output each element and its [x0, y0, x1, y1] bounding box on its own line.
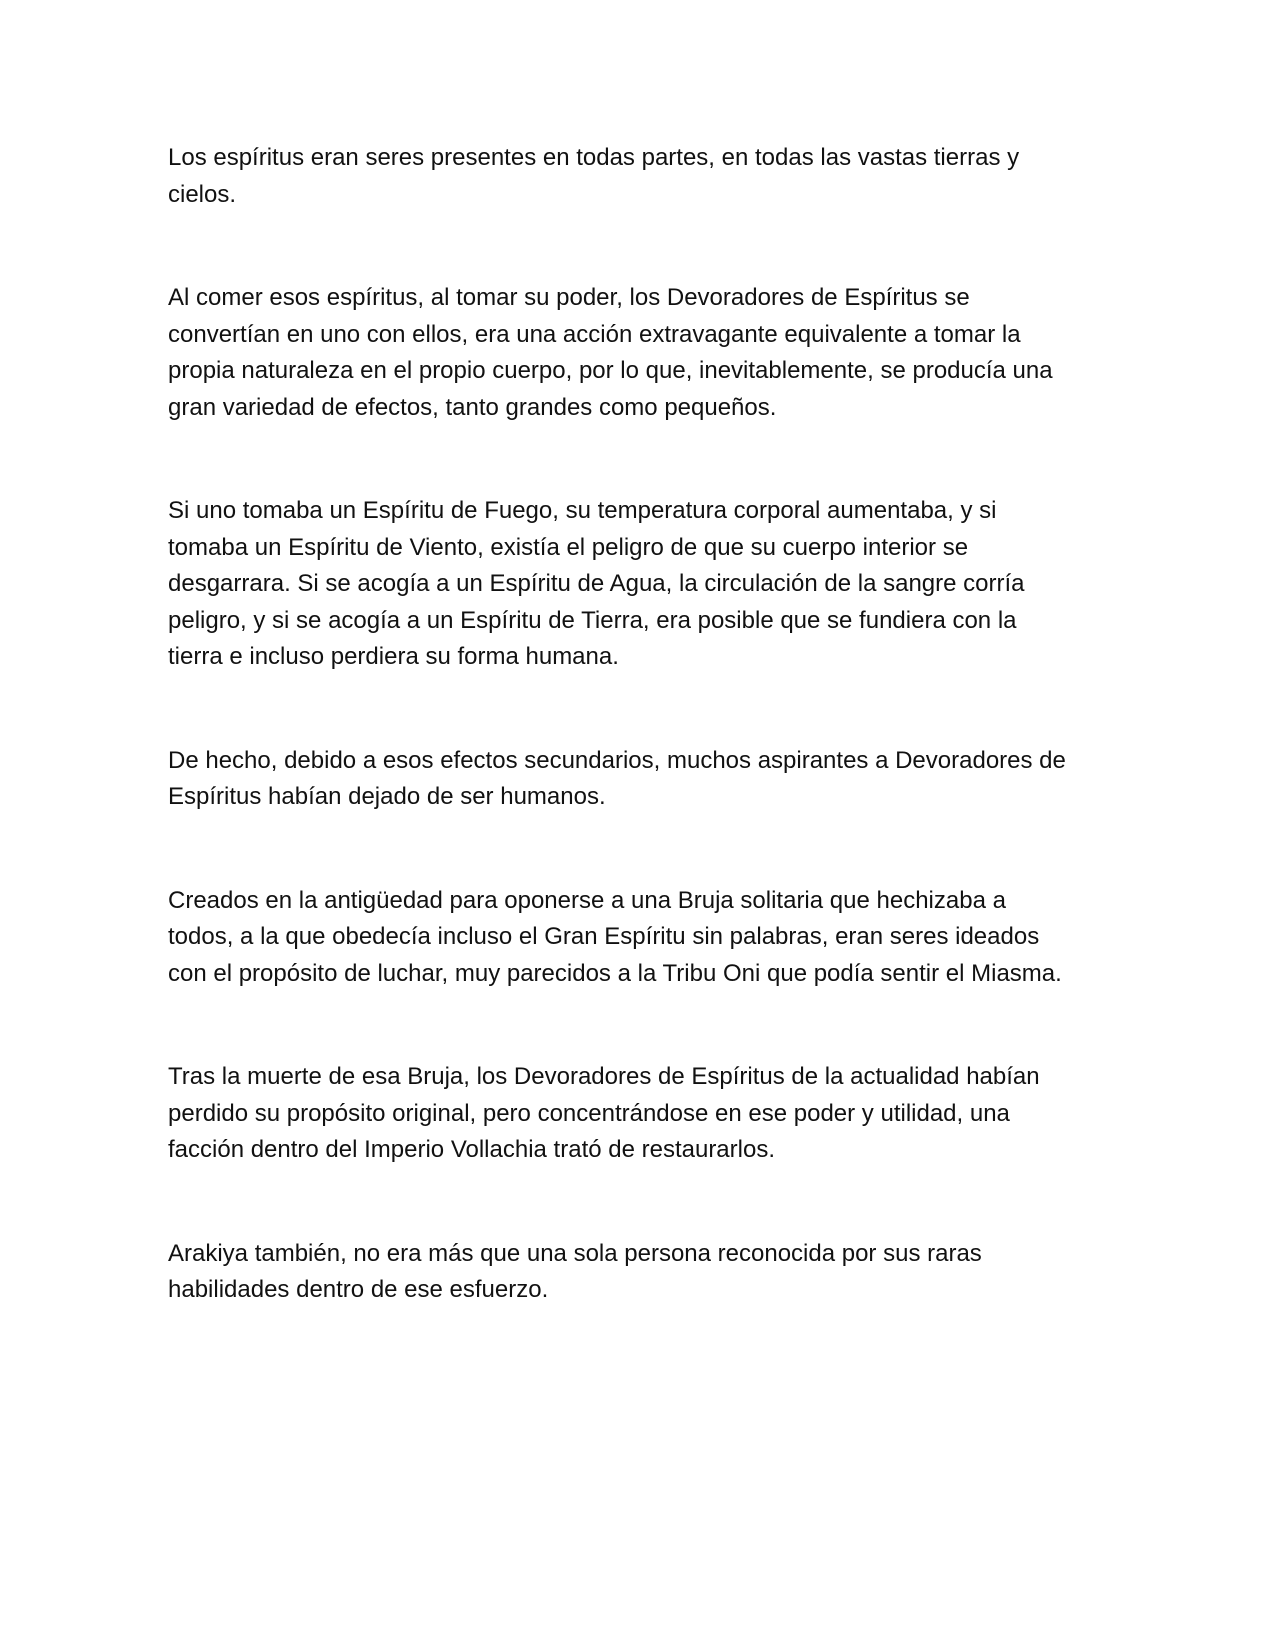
paragraph-4: De hecho, debido a esos efectos secundarios, muchos aspirantes a Devoradores de Espíritus habían dejado de ser humanos.: [168, 746, 1066, 810]
paragraph-2: Al comer esos espíritus, al tomar su poder, los Devoradores de Espíritus se convertían en uno con ellos, era una acción extravagante equivalente a tomar la propia naturaleza en el propio cuerpo, por lo que, inevitablemente, se producía una gran variedad de efectos, tanto grandes como pequeños.: [168, 284, 1053, 421]
document-body: [168, 140, 1068, 1376]
paragraph-7: Arakiya también, no era más que una sola persona reconocida por sus raras habilidades dentro de ese esfuerzo.: [168, 1239, 982, 1303]
paragraph-6: Tras la muerte de esa Bruja, los Devoradores de Espíritus de la actualidad habían perdido su propósito original, pero concentrándose en ese poder y utilidad, una facción dentro del Imperio Vollachia trató de restaurarlos.: [168, 1063, 1040, 1163]
paragraph-1: Los espíritus eran seres presentes en todas partes, en todas las vastas tierras y cielos.: [168, 144, 1020, 208]
paragraph-3: Si uno tomaba un Espíritu de Fuego, su temperatura corporal aumentaba, y si tomaba un Espíritu de Viento, existía el peligro de que su cuerpo interior se desgarrara. Si se acogía a un Espíritu de Agua, la circulación de la sangre corría peligro, y si se acogía a un Espíritu de Tierra, era posible que se fundiera con la tierra e incluso perdiera su forma humana.: [168, 497, 1025, 670]
paragraph-5: Creados en la antigüedad para oponerse a una Bruja solitaria que hechizaba a todos, a la que obedecía incluso el Gran Espíritu sin palabras, eran seres ideados con el propósito de luchar, muy parecidos a la Tribu Oni que podía sentir el Miasma.: [168, 886, 1062, 987]
